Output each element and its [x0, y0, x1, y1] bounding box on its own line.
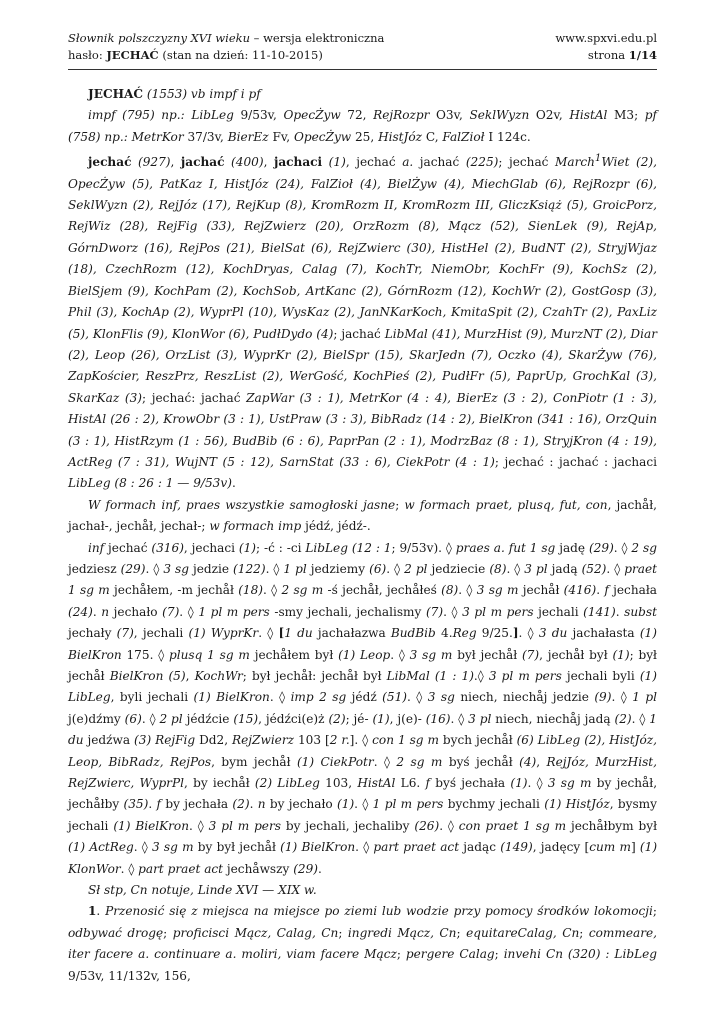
page-number: 1/14: [628, 48, 657, 62]
entry-sources: Sł stp, Cn notuje, Linde XVI — XIX w.: [88, 883, 317, 898]
header-divider: [68, 69, 657, 70]
dictionary-title-rest: – wersja elektroniczna: [250, 31, 385, 45]
entry-headword: JECHAĆ (1553) vb impf i pf: [88, 87, 261, 101]
entry-phonetics: W formach inf, praes wszystkie samogłoski jasne; w formach praet, plusq, fut, con, jachåł, jachał-, jechåł, jechał-; w formach imp jédź, jédź-.: [68, 497, 658, 534]
haslo-date: (stan na dzień: 11-10-2015): [158, 48, 323, 62]
haslo-label: hasło:: [68, 48, 107, 62]
entry-variants: jechać (927), jachać (400), jachaci (1), jechać a. jachać (225); jechać March$^1$Wiet (2), OpecŻyw (5), PatKaz I, HistJóz (24), FalZioł (4), BielŻyw (4), MiechGlab (6), RejRozpr (6), SeklWyzn (2), RejJóz (17), RejKup (8), KromRozm II, KromRozm III, GliczKsiąż (5), GroicPorz, RejWiz (28), RejFig (33), RejZwierz (20), OrzRozm (8), Mącz (52), SienLek (9), RejAp, GórnDworz (16), RejPos (21), BielSat (6), RejZwierc (30), HistHel (2), BudNT (2), StryjWjaz (18), CzechRozm (12), KochDryas, Calag (7), KochTr, NiemObr, KochFr (9), KochSz (2), BielSjem (9), KochPam (2), KochSob, ArtKanc (2), GórnRozm (12), KochWr (2), GostGosp (3), Phil (3), KochAp (2), WyprPl (10), WysKaz (2), JanNKarKoch, KmitaSpit (2), CzahTr (2), PaxLiz (5), KlonFlis (9), KlonWor (6), PudłDydo (4); jachać LibMal (41), MurzHist (9), MurzNT (2), Diar (2), Leop (26), OrzList (3), WyprKr (2), BielSpr (15), SkarJedn (7), Oczko (4), SkarŻyw (76), ZapKościer, ReszPrz, ReszList (2), WerGość, KochPieś (2), PudłFr (5), PaprUp, GrochKal (3), SkarKaz (3); jechać: jachać ZapWar (3 : 1), MetrKor (4 : 4), BierEz (3 : 2), ConPiotr (1 : 3), HistAl (26 : 2), KrowObr (3 : 1), UstPraw (3 : 3), BibRadz (14 : 2), BielKron (341 : 16), OrzQuin (3 : 1), HistRzym (1 : 56), BudBib (6 : 6), PaprPan (2 : 1), ModrzBaz (8 : 1), StryjKron (4 : 19), ActReg (7 : 31), WujNT (5 : 12), SarnStat (33 : 6), CiekPotr (4 : 1); jechać : jachać : jachaci LibLeg (8 : 26 : 1 — 9/53v).: [68, 153, 658, 491]
header-left: [68, 30, 384, 64]
page-indicator: [555, 47, 657, 64]
page-label: strona: [587, 48, 629, 62]
dictionary-title-italic: Słownik polszczyzny XVI wieku: [68, 31, 251, 45]
entry-body: [68, 84, 657, 987]
site-url[interactable]: www.spxvi.edu.pl: [555, 31, 657, 45]
entry-frequency: impf (795) np.: LibLeg 9/53v, OpecŻyw 72, RejRozpr O3v, SeklWyzn O2v, HistAl M3; pf (758) np.: MetrKor 37/3v, BierEz Fv, OpecŻyw 25, HistJóz C, FalZioł I 124c.: [68, 108, 658, 144]
haslo-word: JECHAĆ: [106, 48, 159, 62]
dictionary-title: [68, 30, 384, 47]
header-right: [555, 30, 657, 64]
entry-line: [68, 47, 384, 64]
entry-forms: inf jechać (316), jechaci (1); -ć : -ci LibLeg (12 : 1; 9/53v). ◊ praes a. fut 1 sg jadę (29). ◊ 2 sg jedziesz (29). ◊ 3 sg jedzie (122). ◊ 1 pl jedziemy (6). ◊ 2 pl jedziecie (8). ◊ 3 pl jadą (52). ◊ praet 1 sg m jechåłem, -m jechåł (18). ◊ 2 sg m -ś jechåł, jechåłeś (8). ◊ 3 sg m jechåł (416). f jechała (24). n jechało (7). ◊ 1 pl m pers -smy jechali, jechalismy (7). ◊ 3 pl m pers jechali (141). subst jechały (7), jechali (1) WyprKr. ◊ [1 du jachałazwa BudBib 4.Reg 9/25.]. ◊ 3 du jachałasta (1) BielKron 175. ◊ plusq 1 sg m jechåłem był (1) Leop. ◊ 3 sg m był jechåł (7), jechåł był (1); był jechåł BielKron (5), KochWr; był jechåł: jechåł był LibMal (1 : 1).◊ 3 pl m pers jechali byli (1) LibLeg, byli jechali (1) BielKron. ◊ imp 2 sg jédź (51). ◊ 3 sg niech, niechåj jedzie (9). ◊ 1 pl j(e)dźmy (6). ◊ 2 pl jédźcie (15), jédźci(e)ż (2); jé- (1), j(e)- (16). ◊ 3 pl niech, niechåj jadą (2). ◊ 1 du jedźwa (3) RejFig Dd2, RejZwierz 103 [2 r.]. ◊ con 1 sg m bych jechåł (6) LibLeg (2), HistJóz, Leop, BibRadz, RejPos, bym jechåł (1) CiekPotr. ◊ 2 sg m byś jechåł (4), RejJóz, MurzHist, RejZwierc, WyprPl, by iechåł (2) LibLeg 103, HistAl L6. f byś jechała (1). ◊ 3 sg m by jechåł, jechåłby (35). f by jechała (2). n by jechało (1). ◊ 1 pl m pers bychmy jechali (1) HistJóz, bysmy jechali (1) BielKron. ◊ 3 pl m pers by jechali, jechaliby (26). ◊ con praet 1 sg m jechåłbym był (1) ActReg. ◊ 3 sg m by był jechåł (1) BielKron. ◊ part praet act jadąc (149), jadęcy [cum m] (1) KlonWor. ◊ part praet act jechåwszy (29).: [68, 540, 658, 876]
entry-meaning-1: 1. Przenosić się z miejsca na miejsce po ziemi lub wodzie przy pomocy środków lokomocji; odbywać drogę; proficisci Mącz, Calag, Cn; ingredi Mącz, Cn; equitareCalag, Cn; commeare, iter facere a. continuare a. moliri, viam facere Mącz; pergere Calag; invehi Cn (320) : LibLeg 9/53v, 11/132v, 156,: [68, 904, 658, 983]
page-header: [68, 30, 657, 70]
